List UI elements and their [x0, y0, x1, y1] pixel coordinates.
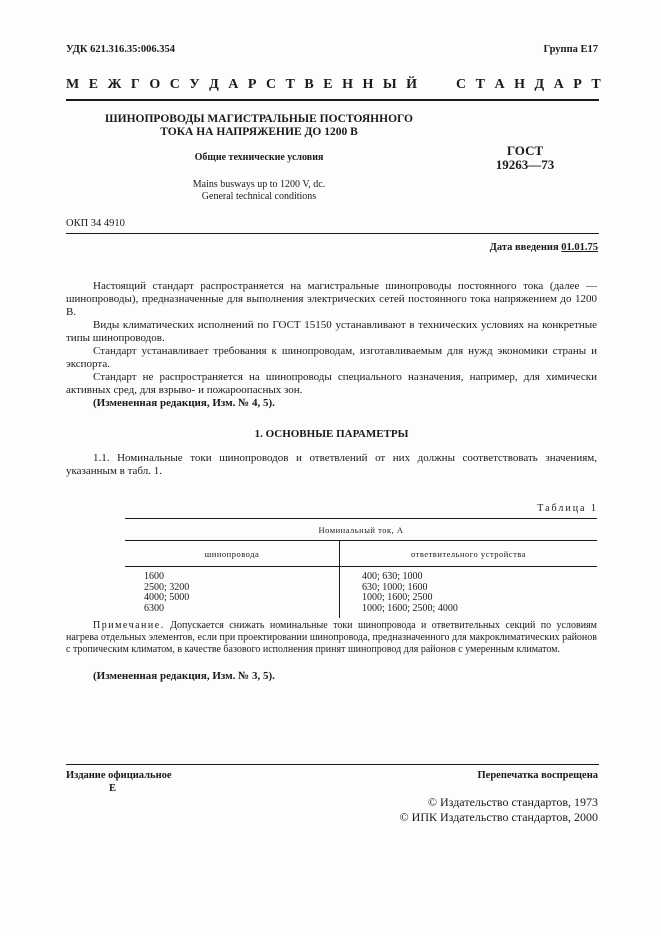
- heading-letter: Н: [514, 77, 526, 92]
- official-edition: Издание официальное: [66, 770, 172, 781]
- heading-letter: С: [265, 77, 277, 92]
- table-label: Таблица 1: [537, 503, 598, 514]
- heading-letter: У: [189, 77, 200, 92]
- table-top-rule: [125, 518, 597, 519]
- heading-letter: Й: [406, 77, 418, 92]
- heading-letter: Н: [342, 77, 353, 92]
- heading-letter: Е: [323, 77, 333, 92]
- table-col2-values: [362, 572, 458, 614]
- table-cell: 2500; 3200: [144, 581, 190, 593]
- heading-letter: Ы: [382, 77, 397, 92]
- subtitle: Общие технические условия: [194, 152, 324, 163]
- udk-code: УДК 621.316.35:006.354: [66, 44, 175, 55]
- heading-letter: А: [228, 77, 239, 92]
- table-group-header: Номинальный ток, А: [318, 525, 404, 535]
- english-title-2: General technical conditions: [201, 191, 317, 202]
- heading-letter: Д: [209, 77, 219, 92]
- standard-type-heading: [66, 77, 601, 93]
- table-column-divider: [339, 541, 340, 618]
- table-cell: 1000; 1600; 2500: [362, 592, 433, 603]
- table-col2-header: ответвительного устройства: [411, 549, 526, 559]
- heading-letter: Ж: [107, 77, 122, 92]
- heading-letter: Т: [475, 77, 485, 92]
- table-cell: 1000; 1600; 2500; 4000: [362, 602, 458, 614]
- intro-paragraph: Настоящий стандарт распространяется на магистральные шинопроводы постоянного тока (далее — шинопроводы), предназначенные для выполнения электрических сетей постоянного тока напряжением до 1200 В.: [66, 280, 597, 318]
- heading-letter: Н: [362, 77, 374, 92]
- paragraph-1-1: [66, 452, 597, 478]
- heading-letter: Р: [247, 77, 257, 92]
- intro-text: [66, 280, 597, 410]
- table-cell: 6300: [144, 602, 164, 614]
- revision-note: (Измененная редакция, Изм. № 4, 5).: [93, 397, 275, 409]
- table-note: [66, 620, 597, 656]
- copyright-1973: © Издательство стандартов, 1973: [427, 795, 598, 809]
- intro-date: [490, 242, 598, 253]
- section-1-title: 1. ОСНОВНЫЕ ПАРАМЕТРЫ: [254, 428, 409, 440]
- reprint-notice: Перепечатка воспрещена: [477, 770, 598, 781]
- footer-rule: [66, 764, 599, 765]
- heading-letter: Д: [534, 77, 545, 92]
- note-text: Допускается снижать номинальные токи шинопровода и ответвительных секций по условиям нагрева отдельных элементов, если при проектировании шинопровода, предназначенного для макроклиматических районов с тропическим климатом, в качестве базового исполнения принят шинопровод для районов с умеренным климатом.: [66, 620, 597, 655]
- heading-letter: С: [456, 77, 467, 92]
- table-cell: 4000; 5000: [144, 592, 190, 603]
- copyright-2000: © ИПК Издательство стандартов, 2000: [399, 810, 598, 824]
- intro-paragraph: Стандарт устанавливает требования к шинопроводам, изготавливаемым для нужд экономики страны и экспорта.: [66, 345, 597, 370]
- header-rule: [66, 99, 599, 101]
- table-col1-header: шинопровода: [204, 549, 260, 559]
- heading-letter: А: [494, 77, 505, 92]
- gost-label: ГОСТ: [506, 143, 544, 158]
- revision-note-2: (Измененная редакция, Изм. № 3, 5).: [93, 670, 275, 682]
- heading-letter: А: [553, 77, 564, 92]
- table-cell: 400; 630; 1000: [362, 571, 423, 582]
- group-code: Группа Е17: [543, 44, 598, 55]
- heading-letter: В: [304, 77, 314, 92]
- gost-number: 19263—73: [495, 157, 555, 172]
- heading-letter: Г: [130, 77, 140, 92]
- heading-letter: Р: [573, 77, 582, 92]
- table-col1-values: [144, 572, 189, 614]
- intro-paragraph: Виды климатических исполнений по ГОСТ 15150 устанавливают в технических условиях на конкретные типы шинопроводов.: [66, 319, 597, 344]
- heading-letter: Т: [591, 77, 601, 92]
- heading-letter: О: [149, 77, 161, 92]
- table-header-rule: [125, 540, 597, 541]
- title-line-2: ТОКА НА НАПРЯЖЕНИЕ ДО 1200 В: [160, 126, 358, 138]
- intro-date-value: 01.01.75: [561, 242, 598, 253]
- title-line-1: ШИНОПРОВОДЫ МАГИСТРАЛЬНЫЕ ПОСТОЯННОГО: [105, 113, 413, 125]
- table-body-rule: [125, 566, 597, 567]
- heading-letter: [427, 77, 447, 93]
- table-cell: 1600: [144, 571, 164, 582]
- table-cell: 630; 1000; 1600: [362, 581, 428, 593]
- heading-letter: Т: [285, 77, 295, 92]
- intro-paragraph: Стандарт не распространяется на шинопроводы специального назначения, например, для химически активных сред, для взрыво- и пожароопасных зон.: [66, 371, 597, 396]
- okp-code: ОКП 34 4910: [66, 218, 125, 229]
- heading-letter: С: [169, 77, 180, 92]
- okp-rule: [66, 233, 599, 234]
- edition-letter: Е: [109, 783, 117, 794]
- paragraph-1-1-text: 1.1. Номинальные токи шинопроводов и ответвлений от них должны соответствовать значениям, указанным в табл. 1.: [66, 452, 597, 477]
- intro-date-label: Дата введения: [489, 242, 559, 253]
- heading-letter: М: [66, 77, 80, 92]
- note-label: Примечание.: [93, 620, 165, 631]
- english-title-1: Mains busways up to 1200 V, dc.: [192, 179, 326, 190]
- heading-letter: Е: [88, 77, 99, 92]
